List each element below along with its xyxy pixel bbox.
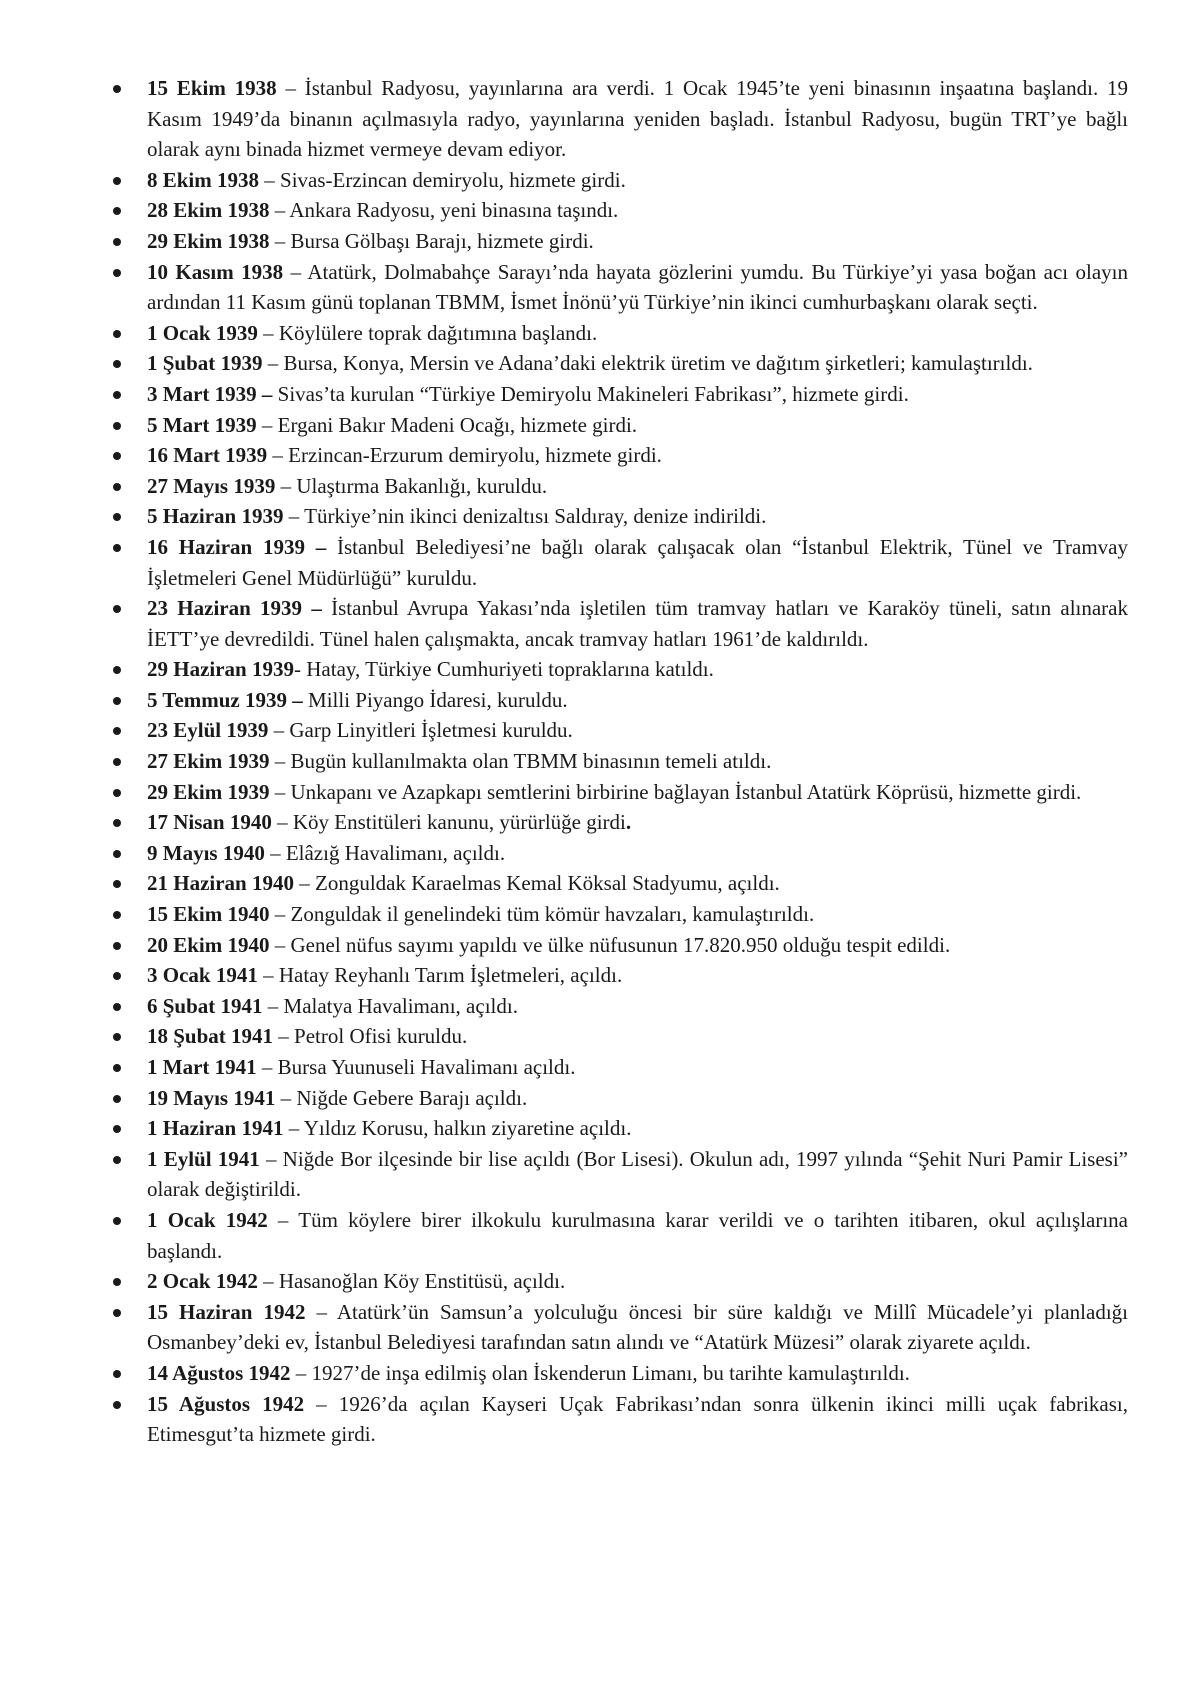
entry-text: Hasanoğlan Köy Enstitüsü, açıldı. xyxy=(278,1269,566,1294)
entry-date: 14 Ağustos 1942 xyxy=(147,1360,291,1385)
entry-date: 5 Mart 1939 xyxy=(147,412,257,437)
timeline-entry xyxy=(147,991,1128,1022)
bullet-icon xyxy=(113,697,121,705)
entry-date: 3 Ocak 1941 xyxy=(147,963,258,988)
bullet-icon xyxy=(113,269,121,277)
entry-separator: – xyxy=(257,1269,279,1294)
entry-text: Milli Piyango İdaresi, kuruldu. xyxy=(308,687,568,712)
entry-text: Hatay, Türkiye Cumhuriyeti topraklarına katıldı. xyxy=(306,657,714,682)
entry-text: 1927’de inşa edilmiş olan İskenderun Limanı, bu tarihte kamulaştırıldı. xyxy=(311,1360,910,1385)
entry-date: 15 Ekim 1938 xyxy=(147,76,277,100)
entry-separator: – xyxy=(290,1360,312,1385)
timeline-entry xyxy=(147,1205,1128,1266)
entry-separator: – xyxy=(257,963,279,988)
entry-text: Bursa Yuunuseli Havalimanı açıldı. xyxy=(277,1055,576,1079)
bullet-icon xyxy=(113,666,121,674)
entry-separator: – xyxy=(262,351,284,376)
entry-date: 8 Ekim 1938 xyxy=(147,167,260,192)
bullet-icon xyxy=(113,605,121,613)
entry-separator: – xyxy=(283,1116,304,1141)
bullet-icon xyxy=(113,789,121,797)
bullet-icon xyxy=(113,1278,121,1286)
timeline-entry xyxy=(147,593,1128,654)
bullet-icon xyxy=(113,177,121,185)
entry-text: Erzincan-Erzurum demiryolu, hizmete girdi. xyxy=(288,443,662,468)
entry-date: 23 Haziran 1939 – xyxy=(147,596,322,621)
entry-date: 1 Eylül 1941 xyxy=(147,1146,260,1171)
timeline-list xyxy=(147,73,1128,1450)
bullet-icon xyxy=(113,1309,121,1317)
bullet-icon xyxy=(113,727,121,735)
entry-text: Zonguldak Karaelmas Kemal Köksal Stadyumu, açıldı. xyxy=(315,871,780,896)
entry-separator: – xyxy=(273,1024,295,1049)
entry-date: 19 Mayıs 1941 xyxy=(147,1085,276,1110)
entry-date: 23 Eylül 1939 xyxy=(147,718,269,743)
entry-date: 1 Ocak 1939 xyxy=(147,320,258,345)
entry-separator: – xyxy=(259,1146,283,1171)
timeline-entry xyxy=(147,930,1128,961)
entry-separator: – xyxy=(267,1207,299,1232)
bullet-icon xyxy=(113,1095,121,1103)
bullet-icon xyxy=(113,972,121,980)
entry-date: 15 Haziran 1942 xyxy=(147,1299,306,1324)
entry-date: 15 Ekim 1940 xyxy=(147,902,270,927)
entry-text: Zonguldak il genelindeki tüm kömür havzaları, kamulaştırıldı. xyxy=(290,902,815,927)
timeline-entry xyxy=(147,868,1128,899)
timeline-entry xyxy=(147,1021,1128,1052)
entry-text: Köylülere toprak dağıtımına başlandı. xyxy=(278,320,598,345)
bullet-icon xyxy=(113,1401,121,1409)
timeline-entry xyxy=(147,226,1128,257)
entry-text: İstanbul Avrupa Yakası’nda işletilen tüm tramvay hatları ve Karaköy tüneli, satın alınarak İETT’ye devredildi. Tünel halen çalışmakta, ancak tramvay hatları 1961’de kaldırıldı. xyxy=(147,596,1129,651)
entry-date: 20 Ekim 1940 xyxy=(147,932,270,957)
entry-date: 16 Haziran 1939 – xyxy=(147,534,327,559)
timeline-entry xyxy=(147,807,1128,838)
timeline-entry xyxy=(147,715,1128,746)
bullet-icon xyxy=(113,1003,121,1011)
timeline-entry xyxy=(147,899,1128,930)
entry-separator: – xyxy=(256,412,278,437)
entry-text: 1926’da açılan Kayseri Uçak Fabrikası’ndan sonra ülkenin ikinci milli uçak fabrikası, Etimesgut’ta hizmete girdi. xyxy=(147,1391,1128,1447)
entry-text: Türkiye’nin ikinci denizaltısı Saldıray, denize indirildi. xyxy=(304,504,767,529)
bullet-icon xyxy=(113,1217,121,1225)
timeline-entry xyxy=(147,257,1128,318)
entry-date: 29 Ekim 1938 xyxy=(147,228,270,253)
timeline-entry xyxy=(147,195,1128,226)
bullet-icon xyxy=(113,330,121,338)
entry-separator: – xyxy=(269,749,291,774)
bullet-icon xyxy=(113,1125,121,1133)
entry-text: Bursa, Konya, Mersin ve Adana’daki elektrik üretim ve dağıtım şirketleri; kamulaştırıldı. xyxy=(283,351,1033,376)
entry-date: 28 Ekim 1938 xyxy=(147,198,270,223)
entry-separator: – xyxy=(264,840,286,865)
entry-separator: – xyxy=(275,1085,297,1110)
timeline-entry xyxy=(147,1083,1128,1114)
timeline-entry xyxy=(147,471,1128,502)
entry-separator: – xyxy=(305,1299,337,1324)
timeline-entry xyxy=(147,410,1128,441)
timeline-entry xyxy=(147,165,1128,196)
bullet-icon xyxy=(113,391,121,399)
bullet-icon xyxy=(113,942,121,950)
entry-date: 29 Ekim 1939 xyxy=(147,779,270,804)
entry-text: Genel nüfus sayımı yapıldı ve ülke nüfusunun 17.820.950 olduğu tespit edildi. xyxy=(290,932,951,957)
timeline-entry xyxy=(147,746,1128,777)
entry-separator: – xyxy=(268,718,290,743)
entry-text: Bugün kullanılmakta olan TBMM binasının temeli atıldı. xyxy=(290,749,772,774)
entry-separator xyxy=(326,535,337,559)
entry-separator: – xyxy=(275,473,297,498)
entry-text: Malatya Havalimanı, açıldı. xyxy=(283,993,518,1018)
entry-date: 1 Şubat 1939 xyxy=(147,351,263,376)
entry-separator: – xyxy=(283,259,308,284)
bullet-icon xyxy=(113,207,121,215)
entry-separator: – xyxy=(269,779,291,804)
bullet-icon xyxy=(113,758,121,766)
entry-text: Garp Linyitleri İşletmesi kuruldu. xyxy=(289,718,573,743)
entry-text: Köy Enstitüleri kanunu, yürürlüğe girdi xyxy=(292,810,626,835)
entry-text: Hatay Reyhanlı Tarım İşletmeleri, açıldı. xyxy=(278,963,623,988)
entry-text: Ergani Bakır Madeni Ocağı, hizmete girdi. xyxy=(277,412,638,437)
timeline-entry xyxy=(147,1052,1128,1083)
entry-date: 1 Ocak 1942 xyxy=(147,1207,268,1232)
entry-text: Petrol Ofisi kuruldu. xyxy=(294,1024,468,1049)
entry-date: 5 Haziran 1939 xyxy=(147,504,284,529)
entry-text: Elâzığ Havalimanı, açıldı. xyxy=(285,840,506,865)
timeline-entry xyxy=(147,1113,1128,1144)
entry-text: Yıldız Korusu, halkın ziyaretine açıldı. xyxy=(303,1116,632,1141)
entry-separator xyxy=(322,596,331,620)
timeline-entry xyxy=(147,440,1128,471)
entry-separator: – xyxy=(269,902,291,927)
bullet-icon xyxy=(113,483,121,491)
entry-text: Atatürk, Dolmabahçe Sarayı’nda hayata gözlerini yumdu. Bu Türkiye’yi yasa boğan acı olayın ardından 11 Kasım günü toplanan TBMM, İsmet İnönü’yü Türkiye’nin ikinci cumhurbaşkanı olarak seçti. xyxy=(147,259,1129,315)
bullet-icon xyxy=(113,422,121,430)
timeline-entry xyxy=(147,379,1128,410)
bullet-icon xyxy=(113,360,121,368)
timeline-entry xyxy=(147,777,1128,808)
entry-separator: – xyxy=(267,443,289,468)
entry-separator: – xyxy=(276,76,305,100)
timeline-entry xyxy=(147,838,1128,869)
timeline-entry xyxy=(147,1266,1128,1297)
entry-separator: - xyxy=(294,657,307,682)
bullet-icon xyxy=(113,85,121,93)
timeline-entry xyxy=(147,348,1128,379)
bullet-icon xyxy=(113,1370,121,1378)
bullet-icon xyxy=(113,452,121,460)
entry-date: 21 Haziran 1940 xyxy=(147,871,294,896)
bullet-icon xyxy=(113,1156,121,1164)
entry-text: Ulaştırma Bakanlığı, kuruldu. xyxy=(296,473,548,498)
entry-date: 27 Ekim 1939 xyxy=(147,749,270,774)
bullet-icon xyxy=(113,1064,121,1072)
entry-date: 1 Haziran 1941 xyxy=(147,1116,284,1141)
bullet-icon xyxy=(113,819,121,827)
entry-separator: – xyxy=(304,1391,339,1416)
entry-date: 1 Mart 1941 xyxy=(147,1055,257,1079)
bullet-icon xyxy=(113,850,121,858)
bullet-icon xyxy=(113,513,121,521)
entry-separator: – xyxy=(294,871,315,896)
entry-text: Ankara Radyosu, yeni binasına taşındı. xyxy=(289,198,619,223)
entry-separator: – xyxy=(259,167,281,192)
entry-text: İstanbul Belediyesi’ne bağlı olarak çalışacak olan “İstanbul Elektrik, Tünel ve Tramvay İşletmeleri Genel Müdürlüğü” kuruldu. xyxy=(147,534,1129,590)
entry-trailing-mark: . xyxy=(625,810,632,835)
entry-text: Atatürk’ün Samsun’a yolculuğu öncesi bir süre kaldığı ve Millî Mücadele’yi planladığı Osmanbey’deki ev, İstanbul Belediyesi tarafından satın alındı ve “Atatürk Müzesi” olarak ziyarete açıldı. xyxy=(147,1299,1128,1355)
entry-text: Sivas-Erzincan demiryolu, hizmete girdi. xyxy=(280,167,626,192)
entry-separator: – xyxy=(269,932,291,957)
entry-text: İstanbul Radyosu, yayınlarına ara verdi. 1 Ocak 1945’te yeni binasının inşaatına başlandı. 19 Kasım 1949’da binanın açılmasıyla radyo, yayınlarına yeniden başladı. İstanbul Radyosu, bugün TRT’ye bağlı olarak aynı binada hizmet vermeye devam ediyor. xyxy=(147,76,1129,162)
entry-text: Tüm köylere birer ilkokulu kurulmasına karar verildi ve o tarihten itibaren, okul açılışlarına başlandı. xyxy=(147,1207,1128,1263)
bullet-icon xyxy=(113,238,121,246)
entry-date: 10 Kasım 1938 xyxy=(147,259,284,284)
entry-date: 6 Şubat 1941 xyxy=(147,993,263,1018)
entry-separator: – xyxy=(269,228,291,253)
bullet-icon xyxy=(113,911,121,919)
entry-separator: – xyxy=(269,198,290,223)
entry-separator: – xyxy=(262,993,284,1018)
entry-separator: – xyxy=(256,1055,278,1079)
entry-separator: – xyxy=(271,810,293,835)
entry-date: 18 Şubat 1941 xyxy=(147,1024,274,1049)
entry-date: 2 Ocak 1942 xyxy=(147,1269,258,1294)
timeline-entry xyxy=(147,73,1128,165)
timeline-entry xyxy=(147,654,1128,685)
entry-date: 9 Mayıs 1940 xyxy=(147,840,265,865)
timeline-entry xyxy=(147,318,1128,349)
timeline-entry xyxy=(147,1297,1128,1358)
entry-date: 16 Mart 1939 xyxy=(147,443,268,468)
timeline-entry xyxy=(147,685,1128,716)
bullet-icon xyxy=(113,880,121,888)
entry-date: 3 Mart 1939 – xyxy=(147,381,273,406)
entry-text: Sivas’ta kurulan “Türkiye Demiryolu Makineleri Fabrikası”, hizmete girdi. xyxy=(277,381,909,406)
entry-date: 5 Temmuz 1939 – xyxy=(147,687,303,712)
bullet-icon xyxy=(113,1033,121,1041)
entry-text: Niğde Bor ilçesinde bir lise açıldı (Bor Lisesi). Okulun adı, 1997 yılında “Şehit Nuri Pamir Lisesi” olarak değiştirildi. xyxy=(147,1146,1129,1202)
entry-text: Niğde Gebere Barajı açıldı. xyxy=(296,1085,528,1110)
entry-date: 17 Nisan 1940 xyxy=(147,810,272,835)
timeline-entry xyxy=(147,960,1128,991)
entry-text: Bursa Gölbaşı Barajı, hizmete girdi. xyxy=(290,228,594,253)
entry-separator: – xyxy=(283,504,305,529)
entry-text: Unkapanı ve Azapkapı semtlerini birbirine bağlayan İstanbul Atatürk Köprüsü, hizmette girdi. xyxy=(290,779,1082,804)
timeline-entry xyxy=(147,1144,1128,1205)
entry-separator: – xyxy=(257,320,279,345)
bullet-icon xyxy=(113,544,121,552)
entry-date: 15 Ağustos 1942 xyxy=(147,1391,305,1416)
entry-date: 29 Haziran 1939 xyxy=(147,657,294,682)
timeline-entry xyxy=(147,532,1128,593)
timeline-entry xyxy=(147,1389,1128,1450)
timeline-entry xyxy=(147,1358,1128,1389)
timeline-entry xyxy=(147,501,1128,532)
entry-date: 27 Mayıs 1939 xyxy=(147,473,276,498)
